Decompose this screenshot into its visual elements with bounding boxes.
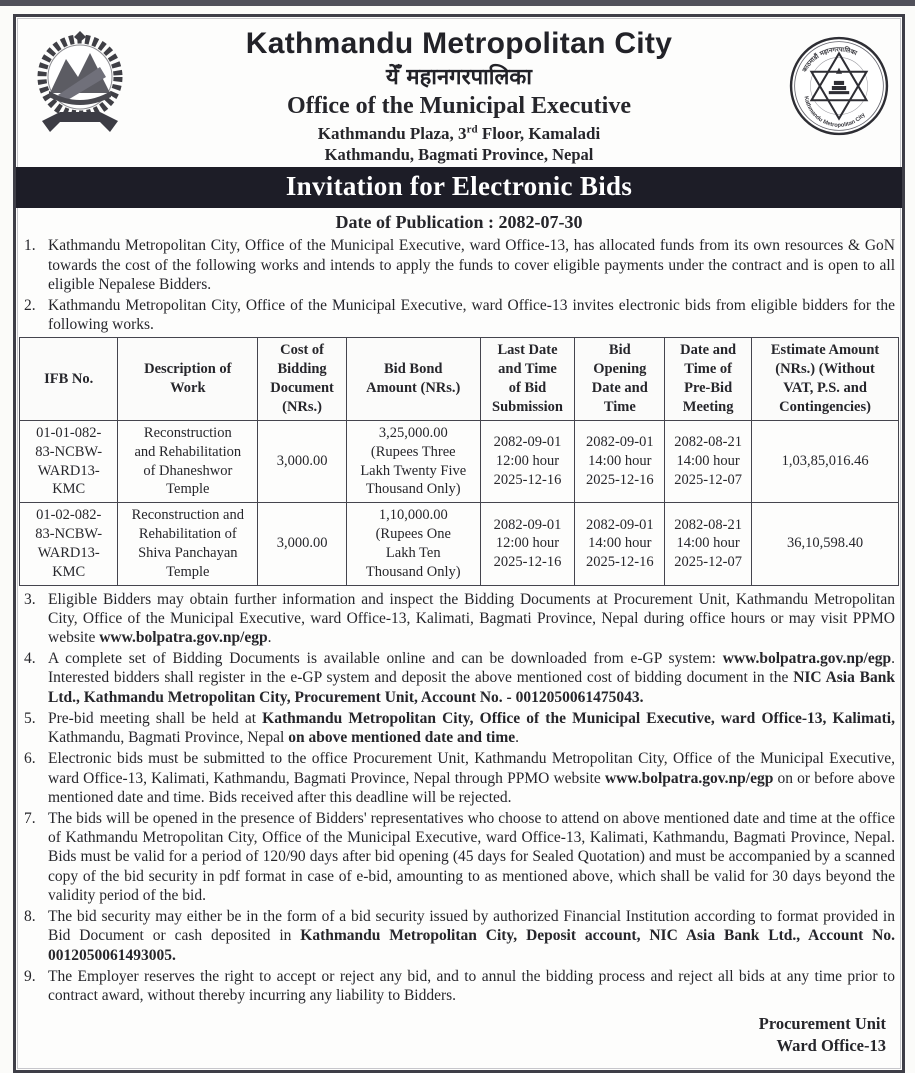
table-cell: 2082-09-01 14:00 hour 2025-12-16 — [575, 503, 665, 585]
notice-title-banner — [16, 167, 902, 208]
page-top-rule — [0, 0, 915, 6]
table-cell: 3,000.00 — [258, 503, 347, 585]
terms-clauses-list — [16, 589, 902, 1006]
city-title-devanagari: येँ महानगरपालिका — [386, 64, 532, 90]
clause-text: The bid security may either be in the form of a bid security issued by authorized Financial Institution according to format provided in Bid Document or cash deposited in Kathmandu Metropolitan City, Deposit account, NIC Asia Bank Ltd., Account No. 0012050061493005. — [48, 908, 895, 964]
address-line-2: Kathmandu, Bagmati Province, Nepal — [324, 144, 594, 164]
address-line-1: Kathmandu Plaza, 3rd Floor, Kamaladi — [317, 123, 601, 144]
table-row — [20, 420, 899, 502]
table-cell: 1,03,85,016.46 — [752, 420, 899, 502]
clause-number: 6. — [24, 750, 36, 768]
numbered-clause — [20, 296, 896, 334]
table-cell: 2082-09-01 12:00 hour 2025-12-16 — [480, 420, 575, 502]
document-header — [16, 17, 902, 167]
table-cell: 3,25,000.00 (Rupees Three Lakh Twenty Five Thousand Only) — [346, 420, 480, 502]
table-header-cell: Cost of Bidding Document (NRs.) — [258, 338, 347, 420]
clause-text: A complete set of Bidding Documents is available online and can be downloaded from e-GP system: www.bolpatra.gov.np/egp. Interested bidders shall register in the e-GP system and deposit the above mentioned cost of bidding document in the NIC Asia Bank Ltd., Kathmandu Metropolitan City, Procurement Unit, Account No. - 0012050061475043. — [48, 650, 895, 706]
table-cell: 3,000.00 — [258, 420, 347, 502]
clause-text: The bids will be opened in the presence of Bidders' representatives who choose to attend on above mentioned date and time at the office of Kathmandu Metropolitan City, Office of the Municipal Executive, ward Office-13, Kalimati, Kathmandu, Bagmati Province, Nepal. Bids must be valid for a period of 120/90 days after bid opening (45 days for Sealed Quotation) and must be accompanied by a scanned copy of the bid security in pdf format in case of e-bid, amounting to as mentioned above, which shall be valid for 30 days beyond the validity period of the bid. — [48, 809, 895, 904]
clause-text: Electronic bids must be submitted to the office Procurement Unit, Kathmandu Metropolitan City, Office of the Municipal Executive, ward Office-13, Kalimati, Kathmandu, Bagmati Province, Nepal through PPMO website www.bolpatra.gov.np/egp on or before above mentioned date and time. Bids received after this deadline will be rejected. — [48, 750, 895, 806]
table-cell: 01-02-082- 83-NCBW- WARD13- KMC — [20, 503, 118, 585]
seal-bottom-text: Kathmandu Metropolitan City — [802, 95, 867, 129]
table-header-row — [20, 338, 899, 420]
table-header-cell: Bid Bond Amount (NRs.) — [346, 338, 480, 420]
clause-number: 5. — [24, 709, 36, 727]
table-header-cell: Last Date and Time of Bid Submission — [480, 338, 575, 420]
table-row — [20, 503, 899, 585]
numbered-clause — [20, 907, 896, 965]
intro-clauses-list — [16, 235, 902, 334]
numbered-clause — [20, 590, 896, 648]
header-titles — [130, 25, 788, 165]
table-header-cell: Bid Opening Date and Time — [575, 338, 665, 420]
clause-text: The Employer reserves the right to accept or reject any bid, and to annul the bidding process and reject all bids at any time prior to contract award, without thereby incurring any liability to Bidders. — [48, 967, 895, 1004]
table-cell: Reconstruction and Rehabilitation of Dhaneshwor Temple — [118, 420, 258, 502]
city-title: Kathmandu Metropolitan City — [245, 27, 673, 60]
numbered-clause — [20, 749, 896, 807]
signature-block — [16, 1007, 902, 1070]
notice-document — [13, 14, 905, 1073]
table-header-cell: IFB No. — [20, 338, 118, 420]
table-header-cell: Description of Work — [118, 338, 258, 420]
table-cell: 36,10,598.40 — [752, 503, 899, 585]
table-header-cell: Estimate Amount (NRs.) (Without VAT, P.S. and Contingencies) — [752, 338, 899, 420]
clause-number: 4. — [24, 650, 36, 668]
nepal-coat-of-arms-icon — [30, 29, 130, 147]
numbered-clause — [20, 967, 896, 1005]
numbered-clause — [20, 709, 896, 747]
kmc-round-seal-icon — [788, 31, 890, 141]
bid-table — [19, 337, 899, 585]
table-cell: 2082-09-01 12:00 hour 2025-12-16 — [480, 503, 575, 585]
notice-title: Invitation for Electronic Bids — [285, 171, 633, 202]
clause-number: 3. — [24, 590, 36, 608]
clause-number: 7. — [24, 809, 36, 827]
table-cell: Reconstruction and Rehabilitation of Shiva Panchayan Temple — [118, 503, 258, 585]
publication-date: Date of Publication : 2082-07-30 — [335, 212, 583, 233]
signature-office: Ward Office-13 — [776, 1036, 886, 1056]
clause-number: 9. — [24, 967, 36, 985]
table-cell: 2082-08-21 14:00 hour 2025-12-07 — [665, 503, 752, 585]
clause-number: 2. — [24, 297, 36, 315]
signature-unit: Procurement Unit — [758, 1014, 886, 1034]
table-cell: 2082-09-01 14:00 hour 2025-12-16 — [575, 420, 665, 502]
office-title: Office of the Municipal Executive — [287, 92, 631, 119]
table-cell: 1,10,000.00 (Rupees One Lakh Ten Thousand Only) — [346, 503, 480, 585]
clause-text: Pre-bid meeting shall be held at Kathmandu Metropolitan City, Office of the Municipal Executive, ward Office-13, Kalimati, Kathmandu, Bagmati Province, Nepal on above mentioned date and time. — [48, 709, 895, 747]
clause-text: Eligible Bidders may obtain further information and inspect the Bidding Documents at Procurement Unit, Kathmandu Metropolitan City, Office of the Municipal Executive, ward Office-13, Kalimati, Bagmati Province, Nepal during office hours or may visit PPMO website www.bolpatra.gov.np/egp. — [48, 590, 895, 647]
numbered-clause — [20, 649, 896, 707]
table-header-cell: Date and Time of Pre-Bid Meeting — [665, 338, 752, 420]
clause-text: Kathmandu Metropolitan City, Office of the Municipal Executive, ward Office-13 invites electronic bids from eligible bidders for the following works. — [48, 297, 895, 334]
numbered-clause — [20, 809, 896, 905]
seal-top-text: काठमाडौं महानगरपालिका — [801, 46, 858, 74]
table-cell: 2082-08-21 14:00 hour 2025-12-07 — [665, 420, 752, 502]
clause-text: Kathmandu Metropolitan City, Office of the Municipal Executive, ward Office-13, has allocated funds from its own resources & GoN towards the cost of the following works and intends to apply the funds to cover eligible payments under the contract and is open to all eligible Nepalese Bidders. — [48, 237, 895, 293]
table-cell: 01-01-082- 83-NCBW- WARD13- KMC — [20, 420, 118, 502]
clause-number: 1. — [24, 237, 36, 255]
numbered-clause — [20, 236, 896, 294]
clause-number: 8. — [24, 908, 36, 926]
